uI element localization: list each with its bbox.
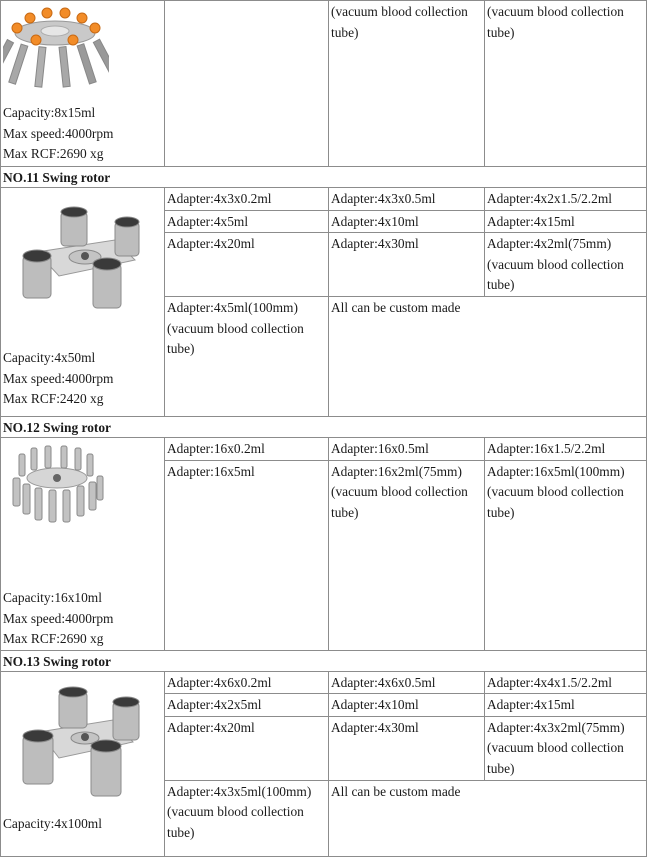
adapter-cell: Adapter:4x20ml xyxy=(165,716,329,780)
swing-rotor-16-image xyxy=(9,444,105,526)
custom-note-cell: All can be custom made xyxy=(329,780,647,856)
section-title: NO.11 Swing rotor xyxy=(1,167,647,188)
adapter-cell: Adapter:4x5ml xyxy=(165,210,329,233)
adapter-cell: Adapter:16x2ml(75mm) (vacuum blood collection tube) xyxy=(329,460,485,650)
adapter-cell: (vacuum blood collection tube) xyxy=(485,1,647,167)
adapter-cell: Adapter:4x3x0.5ml xyxy=(329,188,485,211)
adapter-cell xyxy=(165,1,329,167)
adapter-cell: Adapter:4x15ml xyxy=(485,694,647,717)
adapter-cell: Adapter:4x6x0.5ml xyxy=(329,671,485,694)
angle-rotor-image xyxy=(3,1,109,89)
max-rcf-text: Max RCF:2420 xg xyxy=(3,391,104,406)
adapter-cell: Adapter:4x3x2ml(75mm) (vacuum blood collection tube) xyxy=(485,716,647,780)
capacity-text: Capacity:8x15ml xyxy=(3,105,96,120)
adapter-cell: Adapter:4x30ml xyxy=(329,233,485,297)
adapter-cell: Adapter:4x3x5ml(100mm) (vacuum blood collection tube) xyxy=(165,780,329,856)
rotor-cell-4x50 xyxy=(1,188,165,417)
adapter-cell: Adapter:4x20ml xyxy=(165,233,329,297)
adapter-cell: Adapter:4x2x1.5/2.2ml xyxy=(485,188,647,211)
adapter-cell: Adapter:4x10ml xyxy=(329,210,485,233)
adapter-cell: Adapter:16x5ml xyxy=(165,460,329,650)
swing-rotor-image xyxy=(15,200,145,312)
rotor-cell-8x15 xyxy=(1,1,165,167)
section-title: NO.13 Swing rotor xyxy=(1,650,647,671)
custom-note-cell: All can be custom made xyxy=(329,297,647,417)
max-speed-text: Max speed:4000rpm xyxy=(3,125,114,141)
max-rcf-text: Max RCF:2690 xg xyxy=(3,631,104,646)
adapter-cell: Adapter:4x10ml xyxy=(329,694,485,717)
adapter-cell: Adapter:4x15ml xyxy=(485,210,647,233)
adapter-cell: Adapter:16x0.5ml xyxy=(329,438,485,461)
adapter-cell: Adapter:4x6x0.2ml xyxy=(165,671,329,694)
adapter-cell: Adapter:4x30ml xyxy=(329,716,485,780)
adapter-cell: (vacuum blood collection tube) xyxy=(329,1,485,167)
max-speed-text: Max speed:4000rpm xyxy=(3,610,114,626)
capacity-text: Capacity:4x50ml xyxy=(3,350,96,365)
adapter-cell: Adapter:16x5ml(100mm) (vacuum blood collection tube) xyxy=(485,460,647,650)
adapter-cell: Adapter:4x5ml(100mm) (vacuum blood collection tube) xyxy=(165,297,329,417)
adapter-cell: Adapter:4x2x5ml xyxy=(165,694,329,717)
adapter-cell: Adapter:16x0.2ml xyxy=(165,438,329,461)
max-rcf-text: Max RCF:2690 xg xyxy=(3,146,104,161)
max-speed-text: Max speed:4000rpm xyxy=(3,370,114,386)
adapter-cell: Adapter:4x3x0.2ml xyxy=(165,188,329,211)
swing-rotor-100-image xyxy=(15,684,145,804)
capacity-text: Capacity:16x10ml xyxy=(3,590,102,605)
adapter-cell: Adapter:4x2ml(75mm) (vacuum blood collection tube) xyxy=(485,233,647,297)
adapter-cell: Adapter:16x1.5/2.2ml xyxy=(485,438,647,461)
section-title: NO.12 Swing rotor xyxy=(1,417,647,438)
capacity-text: Capacity:4x100ml xyxy=(3,815,102,831)
adapter-cell: Adapter:4x4x1.5/2.2ml xyxy=(485,671,647,694)
rotor-cell-4x100 xyxy=(1,671,165,856)
rotor-cell-16x10 xyxy=(1,438,165,651)
